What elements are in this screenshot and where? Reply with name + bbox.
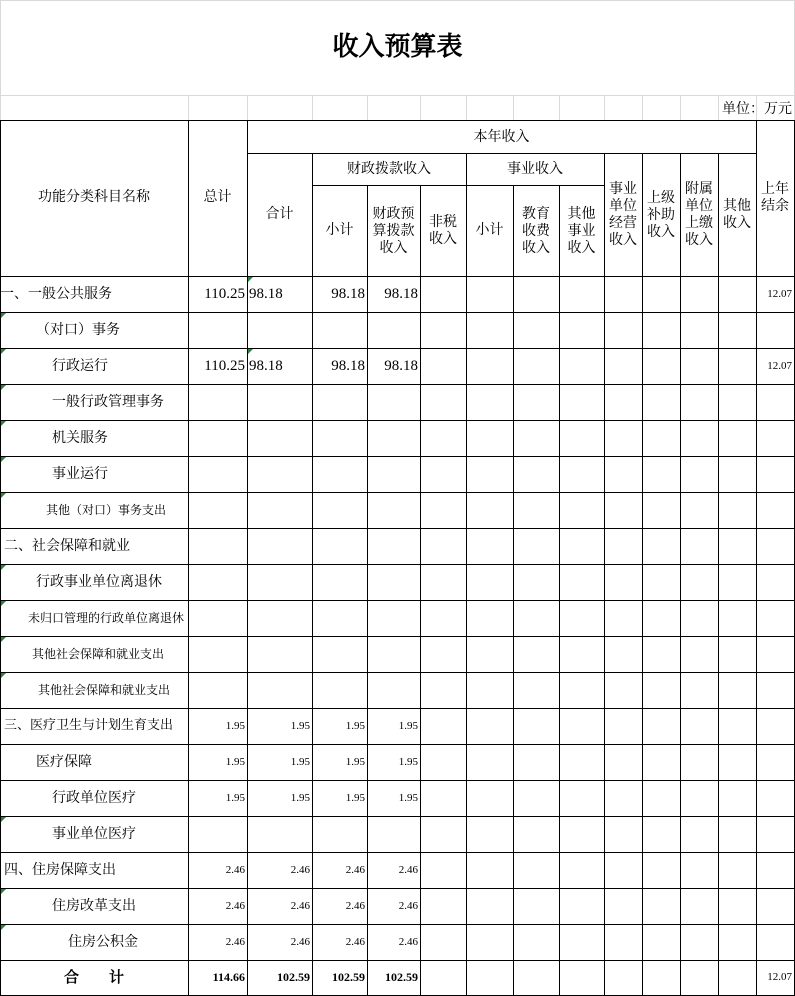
cell-marker	[248, 349, 253, 354]
header-superior: 上级补助收入	[647, 189, 675, 240]
row-name: 其他（对口）事务支出	[46, 503, 167, 517]
header-total: 总计	[203, 189, 232, 205]
total-fiscal-sub: 102.59	[332, 970, 365, 984]
cell-total: 1.95	[225, 792, 245, 804]
table-border	[0, 120, 1, 996]
cell-marker	[1, 457, 6, 462]
cell-fiscal-sub: 2.46	[345, 864, 365, 876]
page-title: 收入预算表	[332, 32, 463, 62]
table-border	[756, 120, 757, 995]
gridline	[420, 96, 421, 120]
header-fiscal: 财政拨款收入	[347, 161, 431, 177]
gridline	[642, 96, 643, 120]
cell-fiscal-sub: 2.46	[345, 936, 365, 948]
cell-sum: 1.95	[290, 720, 310, 732]
row-name: 住房公积金	[68, 934, 138, 950]
total-sum: 102.59	[277, 970, 310, 984]
row-name: 未归口管理的行政单位离退休	[28, 611, 185, 625]
gridline	[367, 96, 368, 120]
gridline	[604, 96, 605, 120]
cell-marker	[1, 349, 6, 354]
header-operating: 事业单位经营收入	[609, 181, 637, 248]
table-border	[680, 153, 681, 995]
cell-sum: 2.46	[290, 900, 310, 912]
cell-total: 110.25	[204, 358, 245, 374]
gridline	[0, 0, 1, 120]
gridline	[247, 96, 248, 120]
cell-marker	[1, 421, 6, 426]
total-fiscal-budget: 102.59	[385, 970, 418, 984]
header-fiscal-budget: 财政预算拨款收入	[372, 205, 415, 256]
table-border	[466, 153, 467, 995]
cell-last-year: 12.07	[767, 360, 792, 372]
gridline	[188, 96, 189, 120]
cell-fiscal-budget: 2.46	[398, 936, 418, 948]
gridline	[0, 95, 795, 96]
cell-marker	[1, 493, 6, 498]
table-border	[513, 185, 514, 995]
cell-total: 2.46	[225, 936, 245, 948]
row-name: 住房改革支出	[52, 898, 136, 914]
table-border	[312, 185, 604, 186]
cell-fiscal-sub: 1.95	[345, 720, 365, 732]
gridline	[0, 0, 795, 1]
header-current-year: 本年收入	[473, 129, 530, 145]
cell-fiscal-sub: 1.95	[345, 756, 365, 768]
header-career: 事业收入	[507, 161, 563, 177]
gridline	[513, 96, 514, 120]
cell-fiscal-budget: 98.18	[384, 358, 418, 374]
cell-sum: 98.18	[249, 358, 283, 374]
cell-marker	[1, 817, 6, 822]
cell-marker	[248, 277, 253, 282]
row-name: 其他社会保障和就业支出	[38, 683, 171, 697]
table-border	[718, 153, 719, 995]
row-name: 事业单位医疗	[52, 826, 136, 842]
cell-marker	[1, 601, 6, 606]
cell-fiscal-sub: 2.46	[345, 900, 365, 912]
header-other: 其他收入	[723, 198, 751, 231]
gridline	[466, 96, 467, 120]
gridline	[680, 96, 681, 120]
row-name: 三、医疗卫生与计划生育支出	[4, 718, 174, 733]
row-name: 行政事业单位离退休	[36, 574, 162, 590]
cell-sum: 98.18	[249, 286, 283, 302]
row-name: 医疗保障	[36, 754, 92, 770]
header-fiscal-subtotal: 小计	[325, 222, 354, 238]
cell-fiscal-sub: 98.18	[331, 286, 365, 302]
cell-total: 110.25	[204, 286, 245, 302]
cell-sum: 1.95	[290, 792, 310, 804]
cell-sum: 2.46	[290, 864, 310, 876]
cell-marker	[1, 637, 6, 642]
row-name: 二、社会保障和就业	[4, 538, 130, 554]
cell-fiscal-budget: 98.18	[384, 286, 418, 302]
table-border	[604, 153, 605, 995]
cell-fiscal-budget: 1.95	[398, 792, 418, 804]
header-sum: 合计	[265, 206, 294, 222]
header-edu-fee: 教育收费收入	[522, 205, 550, 256]
cell-fiscal-sub: 1.95	[345, 792, 365, 804]
unit-label: 单位：万元	[722, 101, 792, 117]
table-border	[0, 120, 795, 121]
cell-marker	[1, 889, 6, 894]
cell-marker	[1, 385, 6, 390]
cell-sum: 2.46	[290, 936, 310, 948]
cell-total: 1.95	[225, 756, 245, 768]
table-border	[420, 185, 421, 995]
cell-fiscal-sub: 98.18	[331, 358, 365, 374]
header-affiliated: 附属单位上缴收入	[685, 181, 713, 248]
gridline	[559, 96, 560, 120]
row-name: 行政单位医疗	[52, 790, 136, 806]
cell-sum: 1.95	[290, 756, 310, 768]
row-name: （对口）事务	[36, 322, 120, 338]
row-border	[0, 456, 795, 457]
header-non-tax: 非税收入	[429, 214, 457, 247]
cell-marker	[1, 925, 6, 930]
header-last-year: 上年结余	[761, 181, 789, 214]
cell-last-year: 12.07	[767, 288, 792, 300]
row-name: 行政运行	[52, 358, 108, 374]
table-border	[642, 153, 643, 995]
row-name: 一般行政管理事务	[52, 394, 164, 410]
total-row-label: 合 计	[63, 968, 124, 986]
cell-fiscal-budget: 2.46	[398, 864, 418, 876]
cell-marker	[1, 313, 6, 318]
header-other-career: 其他事业收入	[567, 205, 596, 256]
cell-total: 1.95	[225, 720, 245, 732]
total-last-year: 12.07	[767, 971, 792, 983]
row-name: 四、住房保障支出	[4, 862, 116, 878]
header-name: 功能分类科目名称	[38, 189, 150, 205]
row-name: 机关服务	[52, 430, 108, 446]
total-total: 114.66	[212, 970, 245, 984]
cell-marker	[1, 673, 6, 678]
cell-fiscal-budget: 1.95	[398, 756, 418, 768]
row-name: 其他社会保障和就业支出	[32, 647, 165, 661]
cell-fiscal-budget: 1.95	[398, 720, 418, 732]
cell-total: 2.46	[225, 864, 245, 876]
cell-fiscal-budget: 2.46	[398, 900, 418, 912]
gridline	[312, 96, 313, 120]
cell-marker	[1, 565, 6, 570]
row-name: 一、一般公共服务	[0, 286, 112, 302]
header-career-subtotal: 小计	[475, 222, 504, 238]
table-border	[559, 185, 560, 995]
row-name: 事业运行	[52, 466, 108, 482]
cell-total: 2.46	[225, 900, 245, 912]
row-border	[0, 420, 795, 421]
